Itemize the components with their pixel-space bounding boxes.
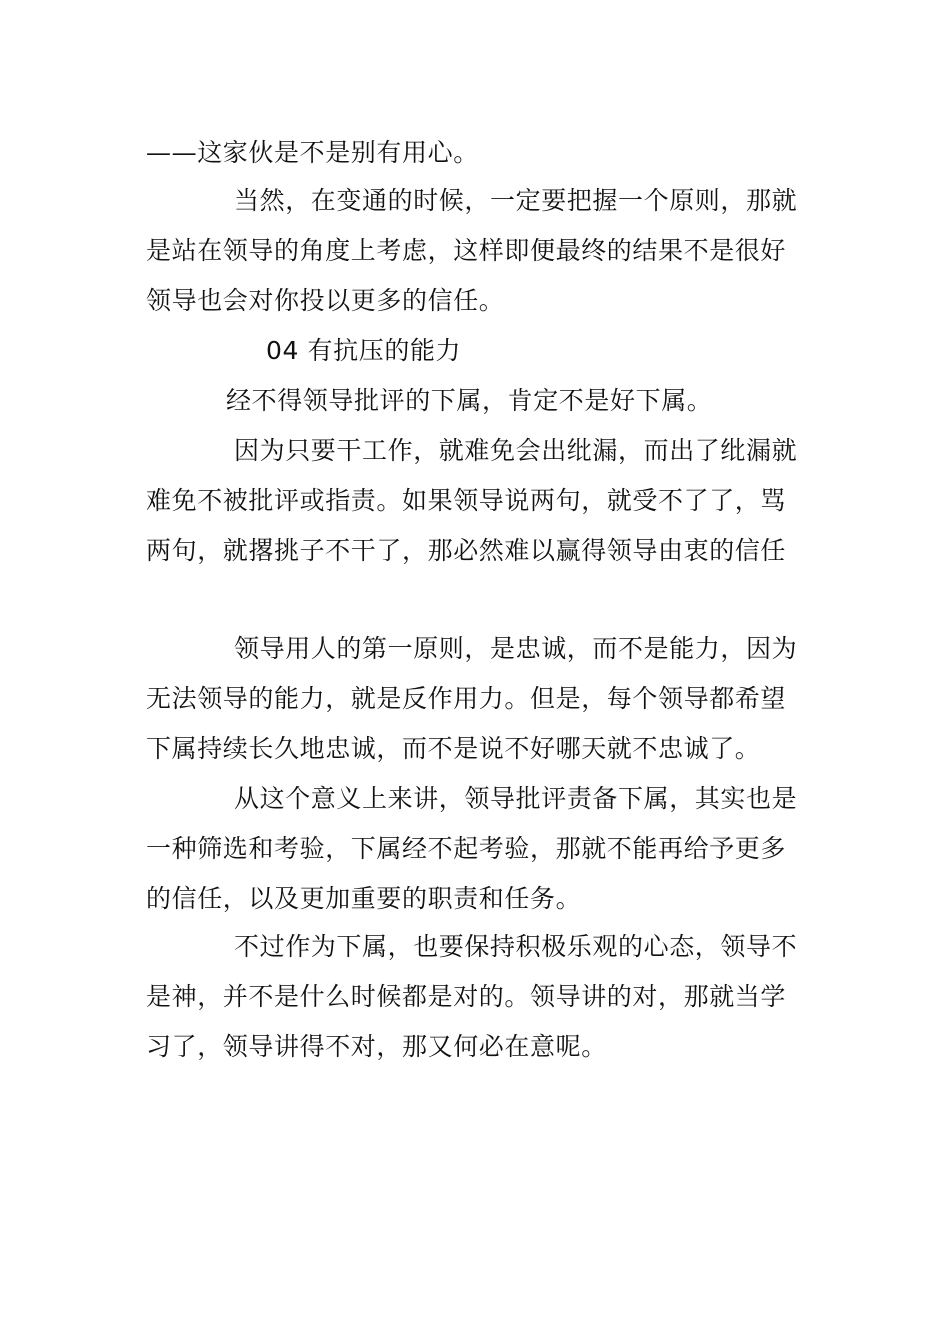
text-line: ——这家伙是不是别有用心。 <box>146 138 479 167</box>
text-line: 是神，并不是什么时候都是对的。领导讲的对，那就当学 <box>146 982 787 1011</box>
text-line: 的信任，以及更加重要的职责和任务。 <box>146 884 582 913</box>
text-line: 领导也会对你投以更多的信任。 <box>146 286 505 315</box>
text-line: 下属持续长久地忠诚，而不是说不好哪天就不忠诚了。 <box>146 734 761 763</box>
text-line: 难免不被批评或指责。如果领导说两句，就受不了了，骂 <box>146 486 787 515</box>
text-line: 从这个意义上来讲，领导批评责备下属，其实也是 <box>234 784 798 813</box>
text-line: 是站在领导的角度上考虑，这样即便最终的结果不是很好 <box>146 236 787 265</box>
text-line: 不过作为下属，也要保持积极乐观的心态，领导不 <box>234 932 798 961</box>
text-line: 因为只要干工作，就难免会出纰漏，而出了纰漏就 <box>234 436 798 465</box>
text-line: 经不得领导批评的下属，肯定不是好下属。 <box>226 386 713 415</box>
text-line: 一种筛选和考验，下属经不起考验，那就不能再给予更多 <box>146 834 787 863</box>
text-line: 无法领导的能力，就是反作用力。但是，每个领导都希望 <box>146 684 787 713</box>
section-heading: 04 有抗压的能力 <box>266 336 462 365</box>
text-line: 领导用人的第一原则，是忠诚，而不是能力，因为 <box>234 634 798 663</box>
text-line: 当然，在变通的时候，一定要把握一个原则，那就 <box>234 186 798 215</box>
text-line: 两句，就撂挑子不干了，那必然难以赢得领导由衷的信任 <box>146 536 787 565</box>
text-line: 习了，领导讲得不对，那又何必在意呢。 <box>146 1032 607 1061</box>
